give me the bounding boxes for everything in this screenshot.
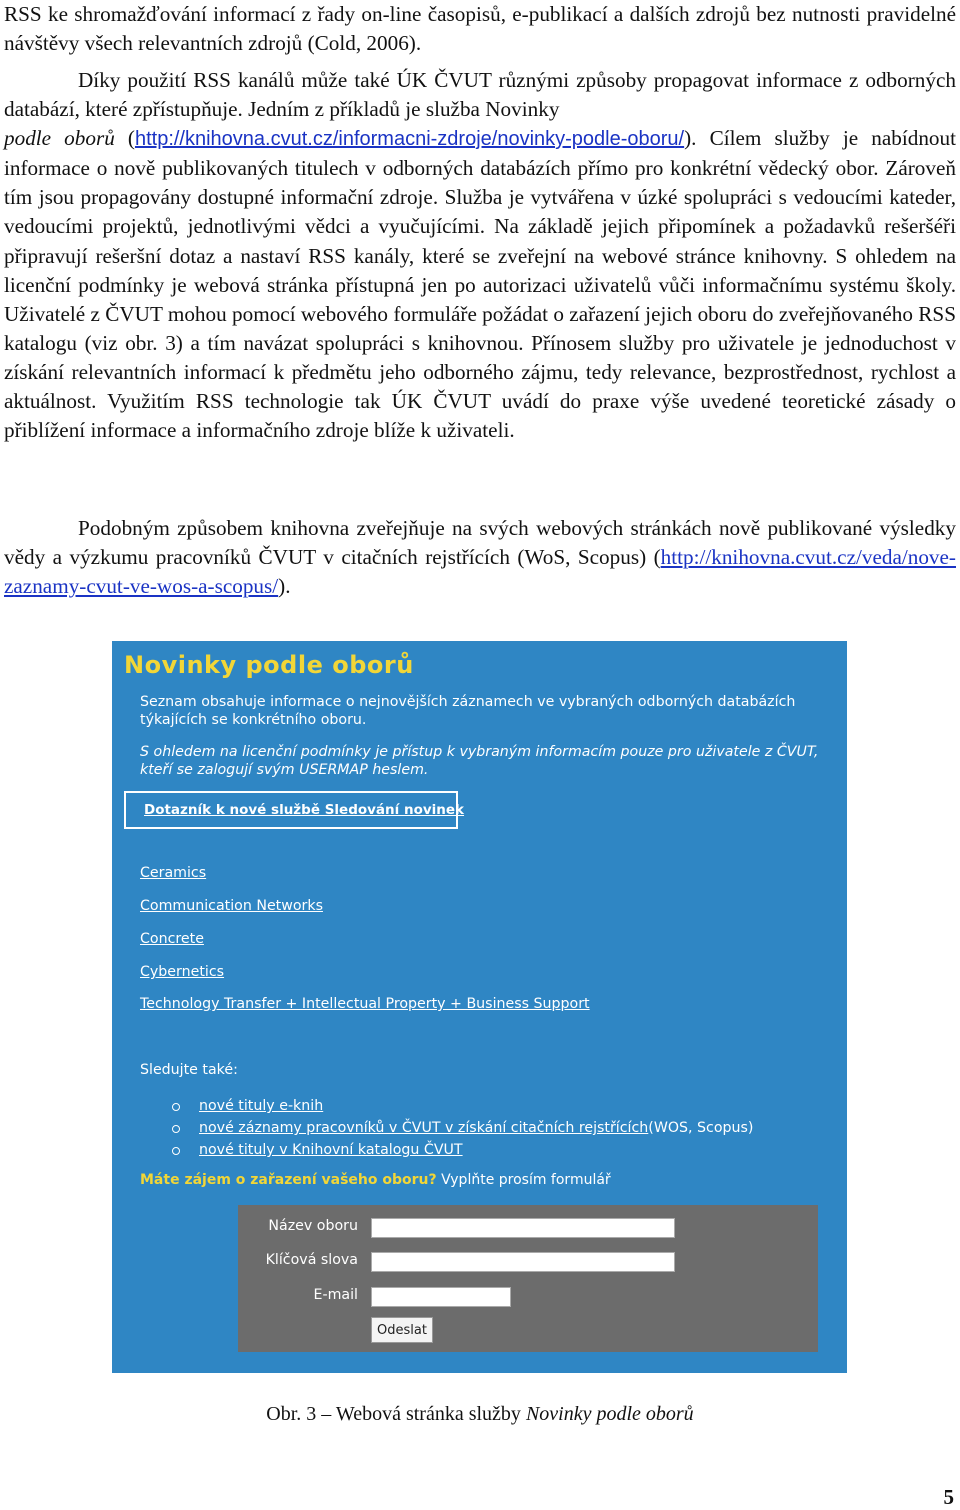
bullet-icon [172, 1125, 180, 1133]
paragraph-text: ). Cílem služby je nabídnout informace o nově publikovaných titulech v odborných databázích přímo pro konkrétní vědecký obor. Zároveň tím jsou propagovány dostupné informační zdroje. Služba je vytvářena v úzké spolupráci s vedoucími kateder, vedoucími projektů, jednotlivými vědci a vyučujícími. Na základě jejich připomínek a požadavků rešeršéři připravují rešeršní dotaz a nastaví RSS kanály, které se zveřejní na webové stránce knihovny. S ohledem na licenční podmínky je webová stránka přístupná jen po autorizaci uživatelů vůči informačnímu systému školy. Uživatelé z ČVUT mohou pomocí webového formuláře požádat o zařazení jejich oboru do zveřejňovaného RSS katalogu (viz obr. 3) a tím navázat spolupráci s knihovnou. Přínosem služby pro uživatele je jednoduchost v získání relevantních informací k předmětu jeho odborného zájmu, tedy relevance, bezprostřednost, rychlost a aktuálnost. Využitím RSS technologie tak ÚK ČVUT uvádí do praxe výše uvedené teoretické zásady o přiblížení informace a informačního zdroje blíže k uživateli. [4, 126, 956, 443]
email-input[interactable] [371, 1287, 511, 1307]
keywords-input[interactable] [371, 1252, 675, 1272]
screenshot-intro: Seznam obsahuje informace o nejnovějších záznamech ve vybraných odborných databázích týkajících se konkrétního oboru. [140, 694, 796, 728]
paragraph-intro-rss [4, 0, 956, 58]
topic-link[interactable]: Cybernetics [140, 964, 225, 980]
topic-link[interactable]: Concrete [140, 931, 204, 947]
email-label: E-mail [313, 1287, 358, 1303]
field-name-label: Název oboru [268, 1218, 358, 1234]
keywords-label: Klíčová slova [265, 1252, 358, 1268]
bullet-icon [172, 1147, 180, 1155]
caption-italic: Novinky podle oborů [525, 1403, 694, 1425]
screenshot-title: Novinky podle oborů [124, 651, 414, 679]
follow-link[interactable]: nové záznamy pracovníků v ČVUT v získání citačních rejstřících(WOS, Scopus) [199, 1120, 754, 1136]
page-number: 5 [943, 1485, 954, 1509]
service-name: podle oborů [4, 126, 115, 151]
paragraph-uk-cvut-rss [4, 66, 956, 445]
submit-button[interactable]: Odeslat [371, 1317, 433, 1343]
topic-link[interactable]: Communication Networks [140, 898, 323, 914]
paragraph-text: Podobným způsobem knihovna zveřejňuje na svých webových stránkách nově publikované výsledky vědy a výzkumu pracovníků ČVUT v citačních rejstřících (WoS, Scopus) ( [4, 516, 956, 570]
survey-box [124, 791, 465, 829]
paragraph-text: ( [114, 126, 135, 151]
paragraph-citation-indexes [4, 514, 956, 601]
survey-link[interactable]: Dotazník k nové službě Sledování novinek [144, 802, 465, 818]
paragraph-text: Díky použití RSS kanálů může také ÚK ČVUT různými způsoby propagovat informace z odborných databází, které zpřístupňuje. Jedním z příkladů je služba Novinky [4, 68, 956, 122]
topic-link[interactable]: Ceramics [140, 865, 207, 881]
interest-line [140, 1172, 611, 1188]
wos-scopus-link[interactable]: http://knihovna.cvut.cz/veda/nove-zaznamy-cvut-ve-wos-a-scopus/ [4, 545, 956, 599]
follow-label: Sledujte také: [140, 1062, 238, 1078]
interest-action: Vyplňte prosím formulář [436, 1172, 611, 1188]
bullet-icon [172, 1103, 180, 1111]
topic-link[interactable]: Technology Transfer + Intellectual Property + Business Support [140, 996, 590, 1012]
field-name-input[interactable] [371, 1218, 675, 1238]
novinky-podle-oboru-link[interactable]: http://knihovna.cvut.cz/informacni-zdroje/novinky-podle-oboru/ [134, 128, 685, 151]
interest-question: Máte zájem o zařazení vašeho oboru? [140, 1172, 437, 1188]
field-request-form [238, 1205, 818, 1352]
paragraph-text: RSS ke shromažďování informací z řady on-line časopisů, e-publikací a dalších zdrojů bez nutnosti pravidelné návštěvy všech relevantních zdrojů (Cold, 2006). [4, 2, 956, 56]
paragraph-text: ). [278, 574, 291, 599]
service-screenshot [112, 641, 847, 1373]
screenshot-license-note: S ohledem na licenční podmínky je přístup k vybraným informacím pouze pro uživatele z ČVUT, kteří se zalogují svým USERMAP heslem. [140, 744, 819, 778]
figure-caption [0, 1403, 960, 1426]
follow-link[interactable]: nové tituly v Knihovní katalogu ČVUT [199, 1142, 463, 1158]
follow-link[interactable]: nové tituly e-knih [199, 1098, 324, 1114]
caption-prefix: Obr. 3 – Webová stránka služby [266, 1403, 526, 1425]
